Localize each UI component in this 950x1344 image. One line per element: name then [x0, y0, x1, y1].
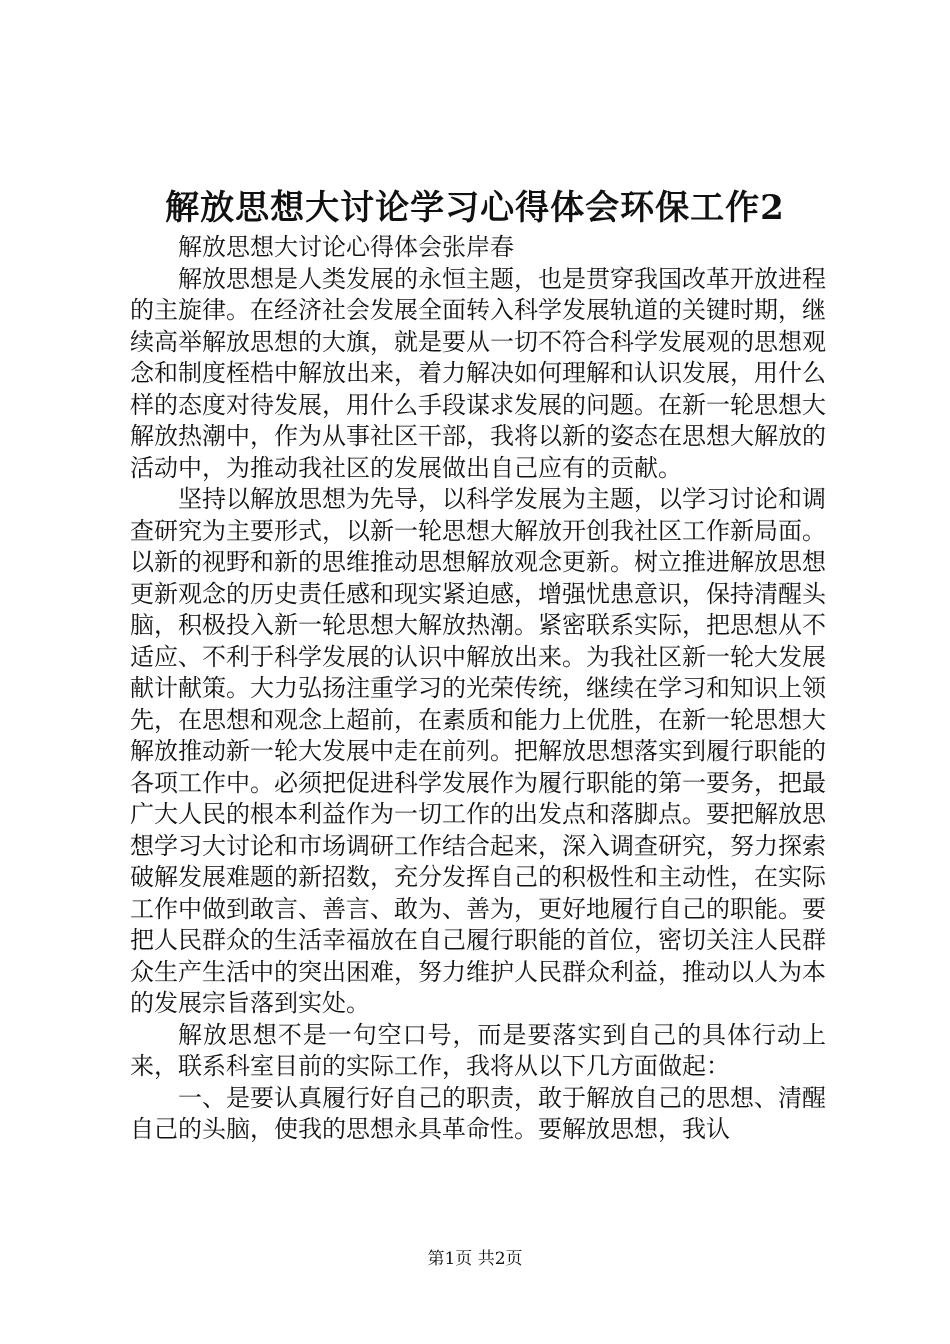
page-number-footer: 第1页 共2页 [427, 1249, 523, 1269]
document-body [130, 232, 826, 1146]
document-subtitle: 解放思想大讨论心得体会张岸春 [178, 233, 514, 261]
paragraph: 解放思想是人类发展的永恒主题，也是贯穿我国改革开放进程的主旋律。在经济社会发展全面转入科学发展轨道的关键时期，继续高举解放思想的大旗，就是要从一切不符合科学发展观的思想观念和制度桎梏中解放出来，着力解决如何理解和认识发展，用什么样的态度对待发展，用什么手段谋求发展的问题。在新一轮思想大解放热潮中，作为从事社区干部，我将以新的姿态在思想大解放的活动中，为推动我社区的发展做出自己应有的贡献。 [130, 264, 826, 482]
paragraph: 坚持以解放思想为先导，以科学发展为主题，以学习讨论和调查研究为主要形式，以新一轮思想大解放开创我社区工作新局面。以新的视野和新的思维推动思想解放观念更新。树立推进解放思想更新观念的历史责任感和现实紧迫感，增强忧患意识，保持清醒头脑，积极投入新一轮思想大解放热潮。紧密联系实际，把思想从不适应、不利于科学发展的认识中解放出来。为我社区新一轮大发展献计献策。大力弘扬注重学习的光荣传统，继续在学习和知识上领先，在思想和观念上超前，在素质和能力上优胜，在新一轮思想大解放推动新一轮大发展中走在前列。把解放思想落实到履行职能的各项工作中。必须把促进科学发展作为履行职能的第一要务，把最广大人民的根本利益作为一切工作的出发点和落脚点。要把解放思想学习大讨论和市场调研工作结合起来，深入调查研究，努力探索破解发展难题的新招数，充分发挥自己的积极性和主动性，在实际工作中做到敢言、善言、敢为、善为，更好地履行自己的职能。要把人民群众的生活幸福放在自己履行职能的首位，密切关注人民群众生产生活中的突出困难，努力维护人民群众利益，推动以人为本的发展宗旨落到实处。 [130, 485, 826, 1017]
document-title: 解放思想大讨论学习心得体会环保工作2 [165, 188, 785, 228]
paragraph: 解放思想不是一句空口号，而是要落实到自己的具体行动上来，联系科室目前的实际工作，我将从以下几方面做起： [130, 1020, 826, 1080]
paragraph: 一、是要认真履行好自己的职责，敢于解放自己的思想、清醒自己的头脑，使我的思想永具革命性。要解放思想，我认 [130, 1083, 826, 1143]
